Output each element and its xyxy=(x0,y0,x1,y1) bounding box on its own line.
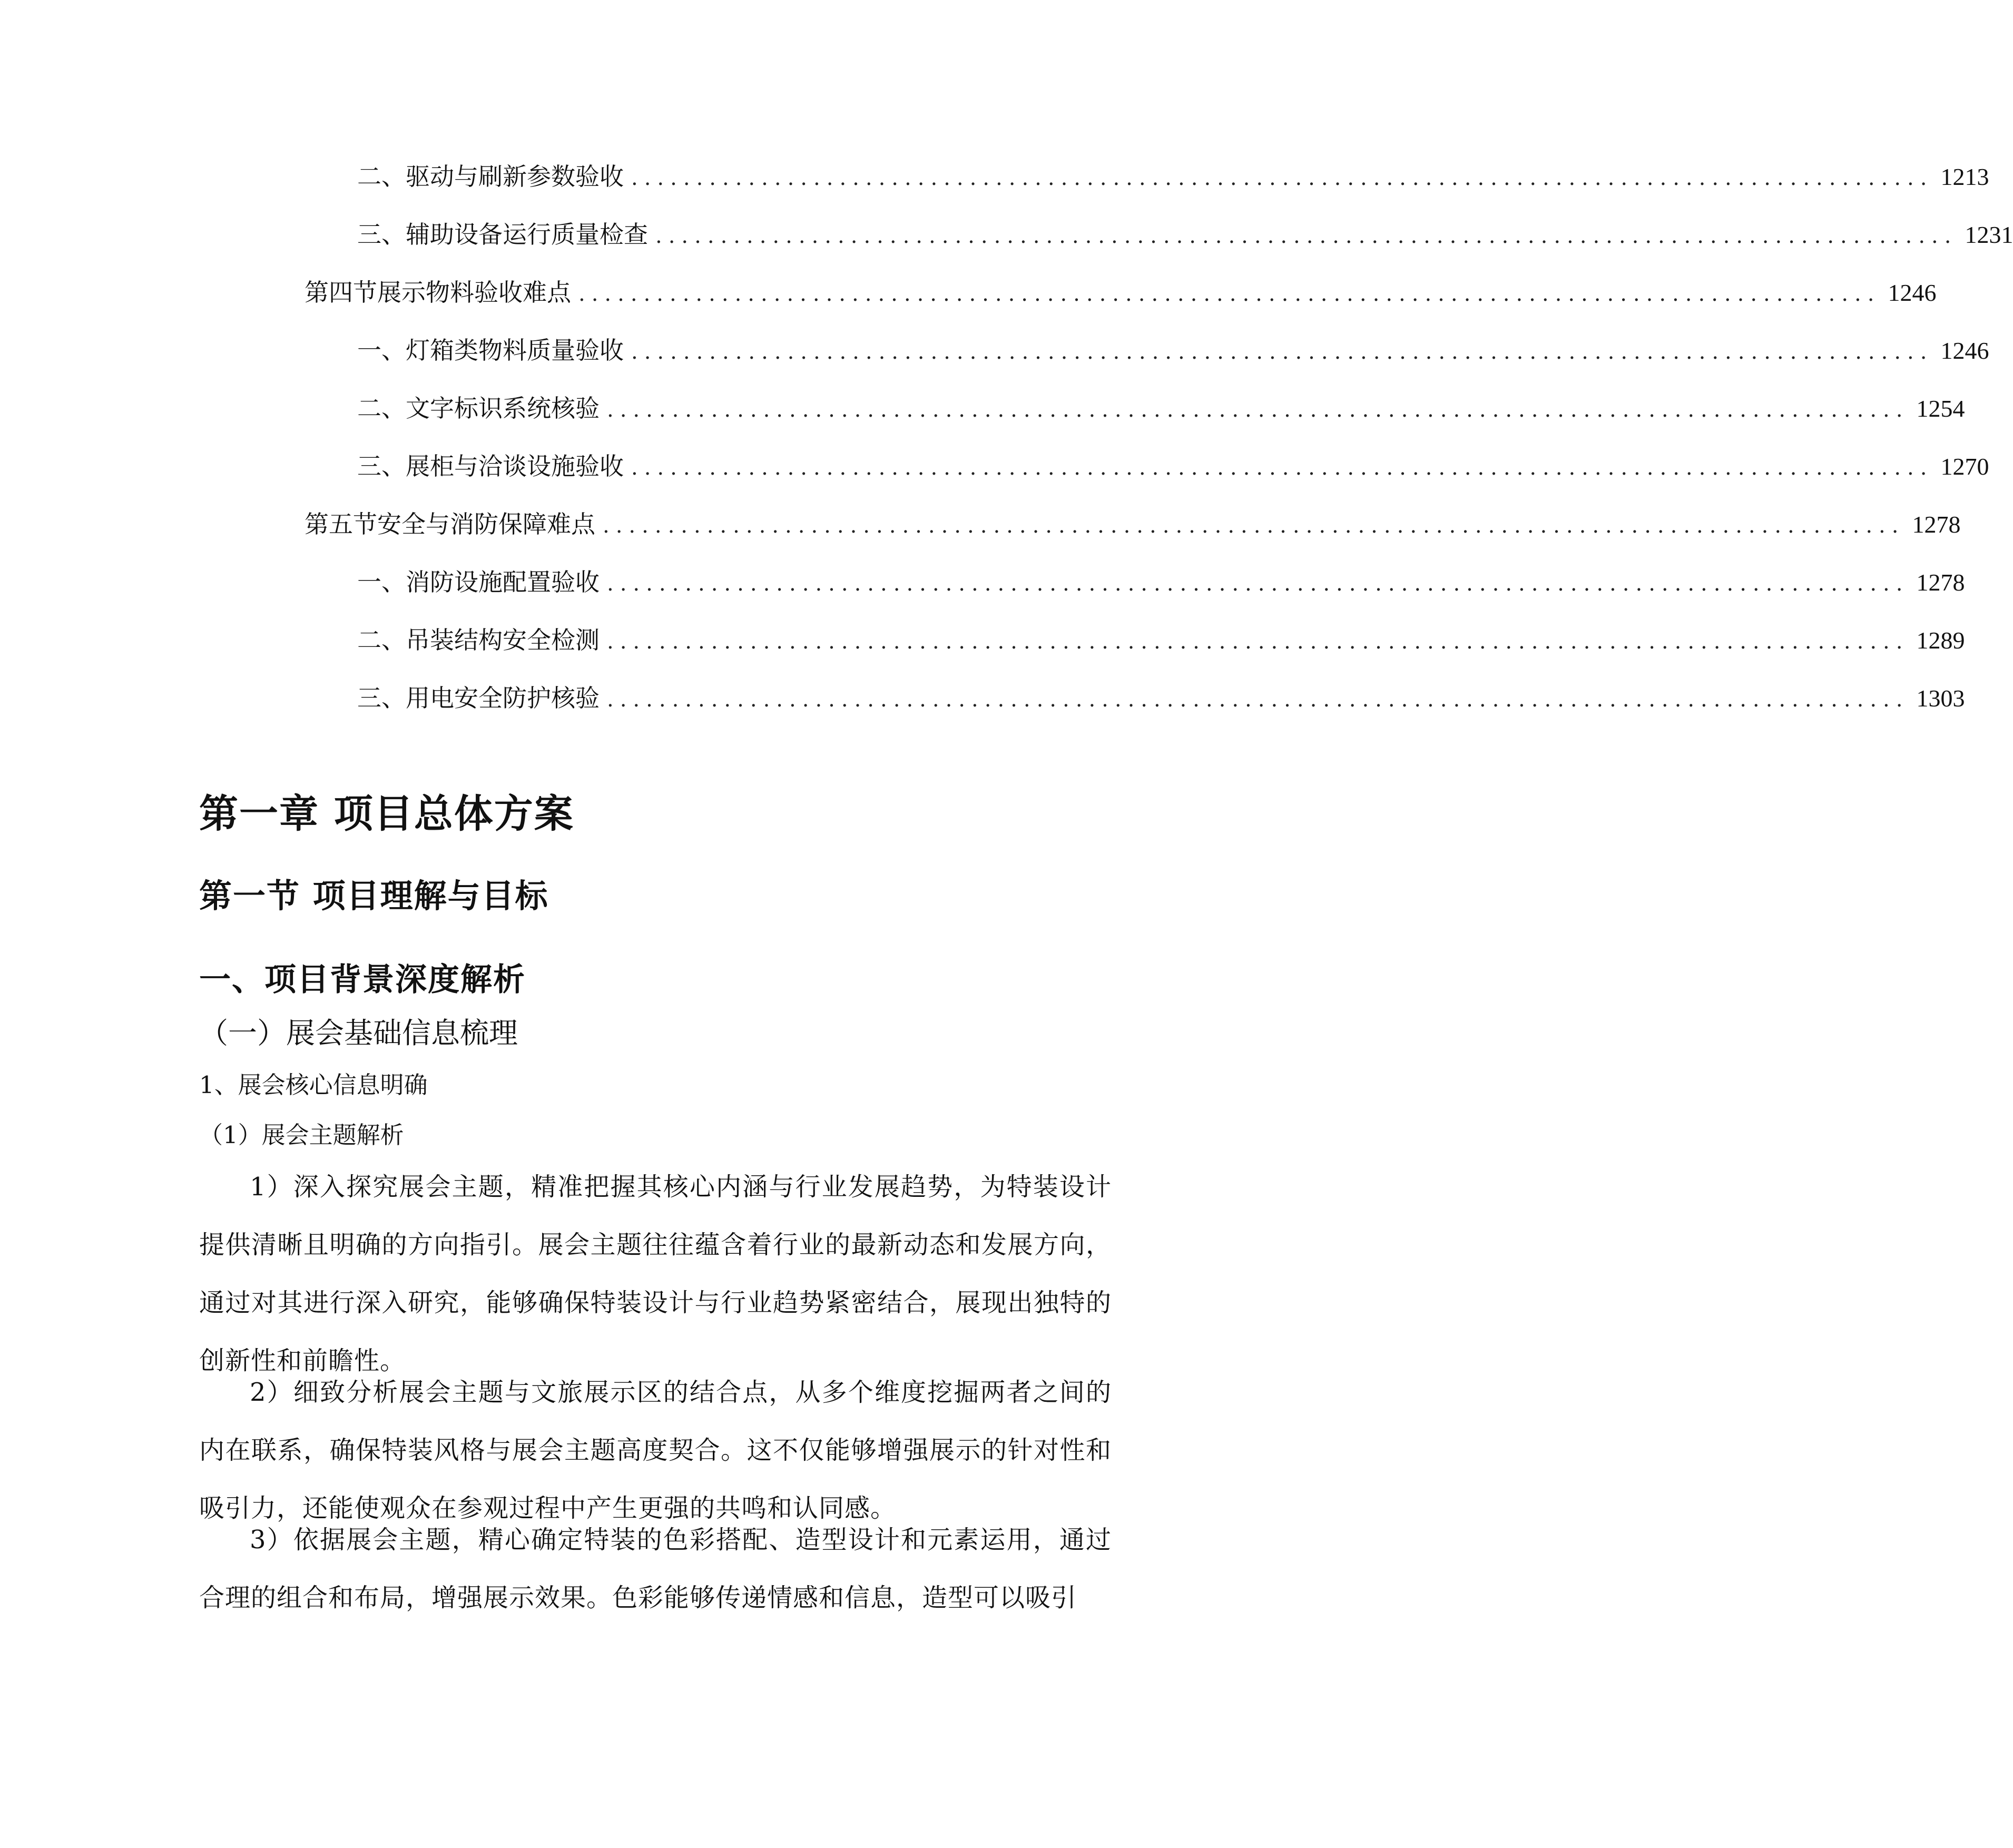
section-title: 第一节 项目理解与目标 xyxy=(199,877,549,915)
toc-entry[interactable] xyxy=(305,508,1961,540)
sub-subsection-title: （一）展会基础信息梳理 xyxy=(199,1016,518,1050)
toc-entry[interactable] xyxy=(357,566,1965,598)
toc-entry-label: 安全与消防保障难点 xyxy=(377,510,595,538)
toc-entry-label: 消防设施配置验收 xyxy=(406,568,600,596)
toc-entry[interactable] xyxy=(357,392,1965,424)
toc-entry-prefix: 一、 xyxy=(357,336,406,365)
toc-entry[interactable] xyxy=(357,624,1965,656)
toc-entry-page: 1231 xyxy=(1965,221,2013,248)
toc-entry[interactable] xyxy=(305,277,1937,308)
toc-entry[interactable] xyxy=(357,161,1989,192)
toc-entry[interactable] xyxy=(357,450,1989,482)
toc-entry-label: 灯箱类物料质量验收 xyxy=(406,336,624,365)
toc-leader-dots: .................................................................................................... xyxy=(607,572,1909,596)
toc-entry[interactable] xyxy=(357,682,1965,714)
toc-entry-label: 展柜与洽谈设施验收 xyxy=(406,452,624,480)
toc-leader-dots: .................................................................................................... xyxy=(631,340,1933,364)
toc-leader-dots: .................................................................................................... xyxy=(607,687,1909,712)
toc-leader-dots: .................................................................................................... xyxy=(607,630,1909,654)
toc-entry-page: 1246 xyxy=(1888,279,1937,306)
toc-leader-dots: .................................................................................................... xyxy=(631,456,1933,480)
toc-leader-dots: .................................................................................................... xyxy=(607,398,1909,422)
toc-entry-prefix: 三、 xyxy=(357,452,406,480)
toc-entry[interactable] xyxy=(357,219,2013,250)
toc-entry-page: 1278 xyxy=(1912,511,1961,538)
toc-leader-dots: .................................................................................................... xyxy=(603,514,1905,538)
toc-entry-prefix: 三、 xyxy=(357,220,406,249)
body-paragraph: 3）依据展会主题，精心确定特装的色彩搭配、造型设计和元素运用，通过合理的组合和布局，增强展示效果。色彩能够传递情感和信息，造型可以吸引 xyxy=(199,1525,1112,1613)
toc-entry-page: 1289 xyxy=(1916,627,1965,654)
toc-entry-prefix: 一、 xyxy=(357,568,406,596)
sub-item-title: （1）展会主题解析 xyxy=(199,1121,404,1149)
toc-entry-prefix: 第五节 xyxy=(305,510,377,538)
toc-entry-page: 1278 xyxy=(1916,569,1965,596)
toc-entry-label: 吊装结构安全检测 xyxy=(406,626,600,654)
toc-entry-prefix: 二、 xyxy=(357,626,406,654)
toc-leader-dots: .................................................................................................... xyxy=(631,166,1933,190)
toc-entry-label: 文字标识系统核验 xyxy=(406,394,600,422)
toc-entry-prefix: 二、 xyxy=(357,394,406,422)
toc-entry-page: 1246 xyxy=(1940,337,1989,364)
subsection-title: 一、项目背景深度解析 xyxy=(199,961,526,998)
body-paragraph: 1）深入探究展会主题，精准把握其核心内涵与行业发展趋势，为特装设计提供清晰且明确的方向指引。展会主题往往蕴含着行业的最新动态和发展方向，通过对其进行深入研究，能够确保特装设计与行业趋势紧密结合，展现出独特的创新性和前瞻性。 xyxy=(199,1172,1112,1375)
toc-entry-label: 驱动与刷新参数验收 xyxy=(406,162,624,191)
toc-entry[interactable] xyxy=(357,335,1989,366)
toc-entry-page: 1270 xyxy=(1940,453,1989,480)
toc-entry-page: 1213 xyxy=(1940,163,1989,190)
toc-entry-label: 辅助设备运行质量检查 xyxy=(406,220,648,249)
toc-entry-page: 1254 xyxy=(1916,395,1965,422)
toc-entry-prefix: 三、 xyxy=(357,684,406,712)
toc-entry-prefix: 二、 xyxy=(357,162,406,191)
body-paragraph: 2）细致分析展会主题与文旅展示区的结合点，从多个维度挖掘两者之间的内在联系，确保特装风格与展会主题高度契合。这不仅能够增强展示的针对性和吸引力，还能使观众在参观过程中产生更强的共鸣和认同感。 xyxy=(199,1378,1112,1523)
toc-entry-label: 展示物料验收难点 xyxy=(377,278,571,307)
toc-entry-label: 用电安全防护核验 xyxy=(406,684,600,712)
chapter-title: 第一章 项目总体方案 xyxy=(199,791,574,837)
toc-entry-prefix: 第四节 xyxy=(305,278,377,307)
item-title: 1、展会核心信息明确 xyxy=(199,1071,428,1099)
toc-leader-dots: .................................................................................................... xyxy=(578,282,1881,306)
toc-entry-page: 1303 xyxy=(1916,685,1965,712)
toc-leader-dots: .................................................................................................... xyxy=(655,224,1958,248)
